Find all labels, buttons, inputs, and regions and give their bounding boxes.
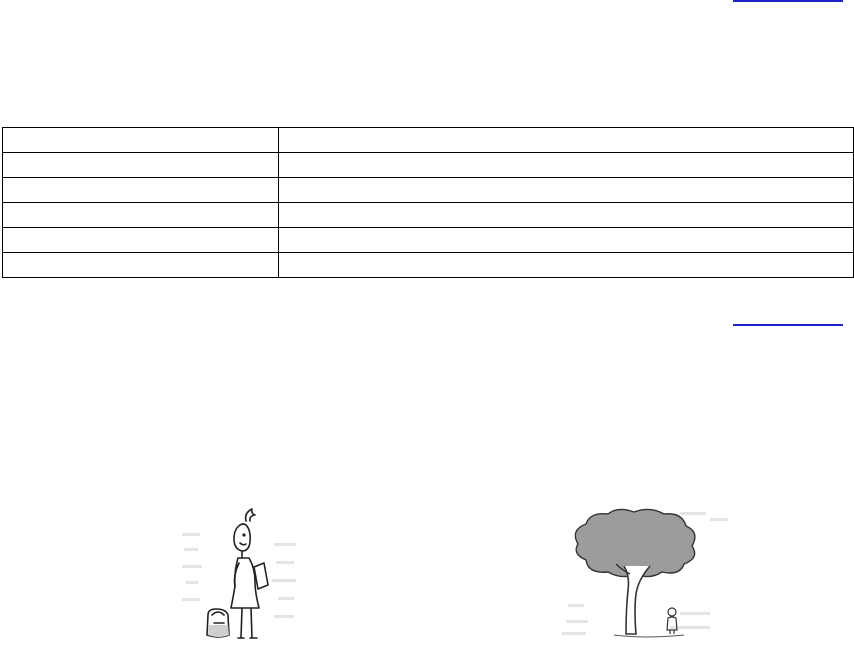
- table-row: [3, 128, 854, 153]
- table-row: [3, 228, 854, 253]
- table-cell: [3, 153, 279, 178]
- table-cell: [279, 128, 854, 153]
- table-cell: [279, 253, 854, 278]
- table-cell: [3, 253, 279, 278]
- table-cell: [3, 228, 279, 253]
- table-row: [3, 253, 854, 278]
- table-cell: [279, 203, 854, 228]
- middle-link[interactable]: [733, 324, 843, 326]
- data-table: [2, 127, 854, 278]
- table-row: [3, 178, 854, 203]
- table-cell: [3, 128, 279, 153]
- table-cell: [279, 178, 854, 203]
- table-cell: [279, 153, 854, 178]
- table-cell: [3, 178, 279, 203]
- tree-with-small-figure-icon: [560, 508, 736, 645]
- table-cell: [3, 203, 279, 228]
- table-cell: [279, 228, 854, 253]
- table-row: [3, 203, 854, 228]
- top-link[interactable]: [733, 0, 843, 2]
- girl-with-backpack-icon: [178, 503, 308, 645]
- table-row: [3, 153, 854, 178]
